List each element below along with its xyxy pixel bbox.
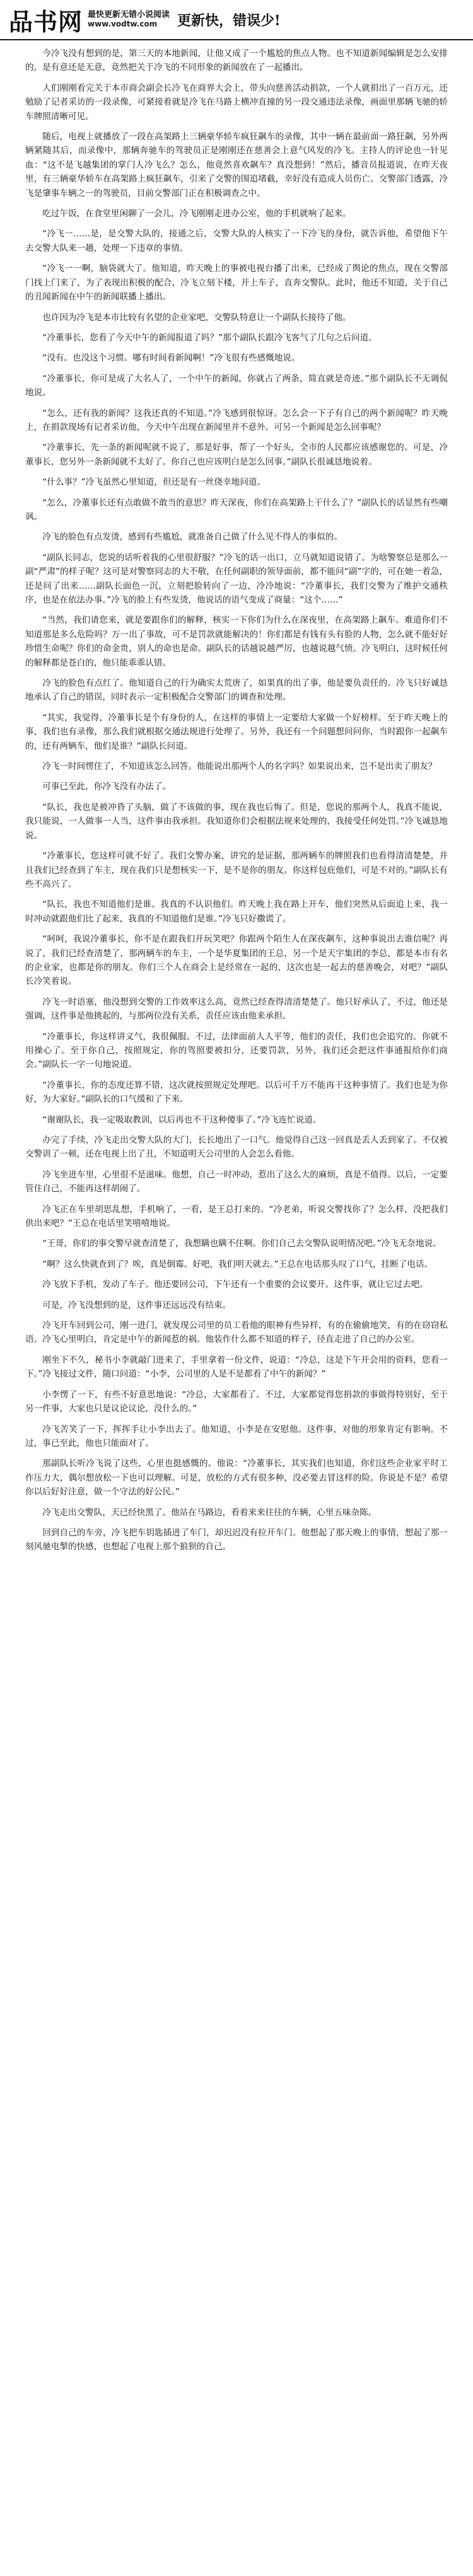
article-paragraph: 冷飞苦笑了一下，挥挥手让小李出去了。他知道，小李是在安慰他。这件事，对他的形象肯定有影响。不过，事已至此，他也只能面对了。 (25, 1424, 448, 1448)
article-paragraph: “冷董事长，先一条的新闻呢就不说了，那是好事，帮了一个好头，全市的人民都应该感谢您的。可是，冷董事长，您另外一条新闻就不太好了。你自己也应该明白是怎么回事。”副队长很诚恳地说着。 (25, 442, 448, 467)
article-paragraph: 冷飞正在车里胡思乱想，手机响了，一看，是王总打来的。“冷老弟，听说交警找你了？怎么样，没把我们供出来吧？”王总在电话里笑嘻嘻地说。 (25, 1204, 448, 1229)
article-paragraph: “什么事？”冷飞虽然心里知道，但还是有一丝侥幸地问道。 (42, 477, 266, 488)
article-paragraph: 回到自己的车旁，冷飞把车钥匙插进了车门，却迟迟没有拉开车门。他想起了那天晚上的事情，想起了那一刻风驰电掣的快感，也想起了电视上那个狼狈的自己。 (25, 1527, 448, 1552)
article-paragraph: “冷飞一一啊，脑袋就大了。他知道，昨天晚上的事被电视台播了出来，已经成了舆论的焦点，现在交警部门找上门来了，为了表现出积极的配合，冷飞立刻下楼，开上车子，直奔交警队。此时，他还不知道，关于自己的丑闻新闻在中午的新闻联播上播出。 (25, 263, 448, 303)
article-paragraph: 随后，电视上就播放了一段在高架路上三辆豪华轿车疯狂飙车的录像，其中一辆在最前面一路狂飙，另外两辆紧随其后，而录像中，那辆奔驰车的驾驶员正是刚刚还在慈善会上意气风发的冷飞。主持人的评论也一针见血：“这不是飞越集团的掌门人冷飞么？怎么，他竟然喜欢飙车？真没想到！”然后，播音员报道说，在昨天夜里，有三辆豪华轿车在高架路上疯狂飙车，引来了交警的围追堵截，幸好没有造成人员伤亡。交警部门透露，冷飞是肇事车辆之一的驾驶员，目前交警部门正在积极调查之中。 (25, 132, 448, 199)
article-paragraph: “冷飞一……是，是交警大队的，接通之后，交警大队的人核实了一下冷飞的身份，就告诉他，希望他下午去交警大队来一趟，处理一下违章的事情。 (25, 229, 448, 253)
article-paragraph: “副队长同志，您说的话听着我的心里很舒服？”冷飞的话一出口，立马就知道说错了。为啥警察总是那么一副“严肃”的样子呢？这可是对警察同志的大不敬，在任何副职的领导面前，都不能问“副”字的，可在她一着急，还是问了出来……副队长面色一沉，立刻把脸转向了一边，冷冷地说：“冷董事长，我们交警为了维护交通秩序，也是在依法办事。”冷飞的脸上有些发烫，他说话的语气变成了商量：“这个……” (25, 552, 448, 605)
article-paragraph: “没有。也没这个习惯。哪有时间看新闻啊！”冷飞很有些感慨地说。 (42, 353, 300, 364)
article-paragraph: “怎么，冷董事长还有点敢做不敢当的意思？昨天深夜，你们在高架路上干什么了？”副队长的话显然有些嘲讽。 (25, 497, 448, 522)
article-paragraph: “冷董事长，您看了今天中午的新闻报道了吗？”那个副队长跟冷飞客气了几句之后问道。 (42, 332, 377, 343)
article-paragraph: 刚坐下不久，秘书小李就敲门进来了，手里拿着一份文件，说道：“冷总，这是下午开会用的资料，您看一下。”冷飞接过文件，随口问道：“小李，公司里的人是不是都看了中午的新闻？” (25, 1354, 448, 1380)
article-paragraph: “冷董事长，您这样可就不好了。我们交警办案，讲究的是证据，那两辆车的牌照我们也看得清清楚楚，并且我们已经查到了车主，现在我们只是想核实一下，是不是你的朋友。你这样包庇他们，可是不对的。”副队长有些不高兴了。 (25, 851, 448, 889)
article-paragraph: “冷董事长，你这样讲义气，我很佩服。不过，法律面前人人平等，他们的责任，我们也会追究的。你就不用操心了。至于你自己，按照规定，你的驾照要被扣分，还要罚款，另外，我们还会把这件事通报给你们商会。”副队长一字一句地说道。 (25, 1031, 448, 1070)
site-header (0, 0, 473, 40)
article-paragraph: “冷董事长，你的态度还算不错，这次就按照规定处理吧。以后可千万不能再干这种事情了。我们也是为你好，为大家好。”副队长的口气缓和了下来。 (25, 1080, 448, 1105)
site-tagline: 更新快，错误少! (177, 12, 281, 29)
article-paragraph: 冷飞一时间愣住了，不知道该怎么回答。他能说出那两个人的名字吗？如果说出来，岂不是出卖了朋友？ (42, 761, 437, 772)
article-paragraph: “怎么，还有我的新闻？这我还真的不知道。”冷飞感到很惊讶。怎么会一下子有自己的两个新闻呢？昨天晚上，在捐款现场有记者采访他，今天中午出现在新闻里并不意外。可另一个新闻是怎么回事呢？ (25, 408, 448, 432)
article-paragraph: 冷飞放下手机，发动了车子。他还要回公司，下午还有一个重要的会议要开。这件事，就让它过去吧。 (42, 1279, 428, 1290)
article-paragraph: “队长，我也不知道他们是谁。我真的不认识他们。昨天晚上我在路上开车，他们突然从后面追上来，我一时冲动就跟他们比了起来，我真的不知道他们是谁。”冷飞只好撒谎了。 (25, 899, 448, 924)
article-paragraph: “其实，我觉得，冷董事长是个有身份的人，在这样的事情上一定要给大家做一个好榜样。至于昨天晚上的事，我们也有录像，那么我们就根据交通法规进行处理了。另外，我还有一个问题想问问你，当时跟你一起飙车的，还有两辆车，他们是谁？”副队长问道。 (25, 712, 448, 751)
article-paragraph: “王哥，你们的事交警早就查清楚了，我想瞒也瞒不住啊。你们自己去交警队说明情况吧。”冷飞无奈地说。 (42, 1239, 441, 1249)
article-paragraph: 冷飞的脸色有点发烫，感到有些尴尬，就准备自己做了什么见不得人的事似的。 (42, 532, 342, 543)
article-paragraph: “呵呵，我说冷董事长，你不是在跟我们开玩笑吧？你跟两个陌生人在深夜飙车，这种事说出去谁信呢？再说了，我们已经查清楚了，那两辆车的车主，一个是华夏集团的王总，另一个是天宇集团的李总，都是本市有名的企业家，也都是你的朋友。你们三个人在商会上是经常在一起的，这次也是一起去的慈善晚会，对吧？”副队长冷笑着说。 (25, 934, 448, 987)
article-paragraph: 办完了手续，冷飞走出交警大队的大门，长长地出了一口气。他觉得自己这一回真是丢人丢到家了。不仅被交警训了一顿，还在电视上出了丑，不知道明天公司里的人会怎么看他。 (25, 1135, 448, 1160)
article-paragraph: 可事已至此，你冷飞没有办法了。 (42, 782, 172, 792)
site-slogan: 最快更新无错小说阅读 (88, 9, 170, 20)
article-paragraph: 也许因为冷飞是本市比较有名望的企业家吧，交警队特意让一个副队长接待了他。 (42, 312, 351, 323)
article-paragraph: “队长，我也是被冲昏了头脑，做了不该做的事，现在我也后悔了。但是，您说的那两个人，我真不能说，我只能说，一人做事一人当，这件事由我承担。我知道你们会根据法规来处理的，我接受任何处罚。”冷飞诚恳地说。 (25, 802, 448, 841)
site-url[interactable]: www.vodtw.com (88, 19, 158, 28)
article-paragraph: “当然，我们请您来，就是要跟你们的解释，核实一下你们为什么在深夜里，在高架路上飙车。难道你们不知道那是多么危险吗？万一出了事故，可不是罚款就能解决的！你们都是有钱有头有脸的人物，怎么就不能好好珍惜生命呢？你们的命金贵，别人的命也是命。副队长的话越说越严厉，也越说越气愤。冷飞明白，这时候任何的解释都是苍白的，他只能乖乖认错。 (25, 615, 448, 668)
article-paragraph: 冷飞坐进车里，心里很不是滋味。他想，自己一时冲动，惹出了这么大的麻烦，真是不值得。以后，一定要管住自己，不能再这样胡闹了。 (25, 1169, 448, 1194)
article-paragraph: 可是，冷飞没想到的是，这件事还远远没有结束。 (42, 1300, 231, 1310)
article-paragraph: 人们刚刚看完关于本市商会副会长冷飞在商界大会上，带头向慈善活动捐款，一个人就捐出了一百万元，还勉励了记者采访的一段录像，可紧接着就是冷飞在马路上横冲直撞的另一段交通违法录像，画面里那辆飞驰的轿车牌照清晰可见。 (25, 83, 448, 122)
article-paragraph: 冷飞一时语塞，他没想到交警的工作效率这么高，竟然已经查得清清楚楚了。他只好承认了，不过，他还是强调，这件事是他挑起的，与那两位没有关系，责任应该由他来承担。 (25, 996, 448, 1022)
article-paragraph: 冷飞的脸色有点红了。他知道自己的行为确实太荒唐了，如果真的出了事，他是要负责任的。冷飞只好诚恳地承认了自己的错误，同时表示一定积极配合交警部门的调查和处理。 (25, 678, 448, 703)
article-paragraph: 冷飞开车回到公司，刚一进门，就发现公司里的员工看他的眼神有些异样，有的在偷偷地笑，有的在窃窃私语。冷飞心里明白，肯定是中午的新闻惹的祸。他装作什么都不知道的样子，径直走进了自己的办公室。 (25, 1320, 448, 1345)
article-paragraph: 冷飞走出交警队，天已经快黑了。他站在马路边，看着来来往往的车辆，心里五味杂陈。 (42, 1507, 377, 1518)
article-paragraph: 吃过午饭，在食堂里闲聊了一会儿，冷飞刚刚走进办公室，他的手机就响了起来。 (42, 209, 351, 219)
article-paragraph: 今冷飞没有想到的是，第三天的本地新闻，让他又成了一个尴尬的焦点人物。也不知道新闻编辑是怎么安排的，是有意还是无意，竟然把关于冷飞的不同形象的新闻放在了一起播出。 (25, 49, 448, 73)
article-paragraph: “冷董事长，你可是成了大名人了，一个中午的新闻，你就占了两条，简直就是奇迹。”那个副队长不无调侃地说。 (25, 373, 448, 398)
site-logo[interactable]: 品书网 (9, 7, 83, 36)
article-body (0, 40, 473, 1573)
slogan-block (88, 11, 170, 29)
article-paragraph: 小李愣了一下，有些不好意思地说：“冷总，大家都看了。不过，大家都觉得您捐款的事做得特别好，至于另一件事，大家也只是议论议论，没什么的。” (25, 1389, 448, 1414)
article-paragraph: “啊？这么快就查到了？唉，真是倒霉。好吧，我们明天就去。”王总在电话那头叹了口气，挂断了电话。 (42, 1259, 433, 1269)
article-paragraph: 那副队长听冷飞说了这些，心里也挺感慨的。他说：“冷董事长，其实我们也知道，你们这些企业家平时工作压力大，偶尔想放松一下也可以理解。可是，放松的方式有很多种，没必要去冒这样的险。你说是不是？希望你以后好好注意，做一个守法的好公民。” (25, 1458, 448, 1498)
article-paragraph: “谢谢队长，我一定吸取教训，以后再也不干这种傻事了。”冷飞连忙说道。 (42, 1114, 322, 1125)
